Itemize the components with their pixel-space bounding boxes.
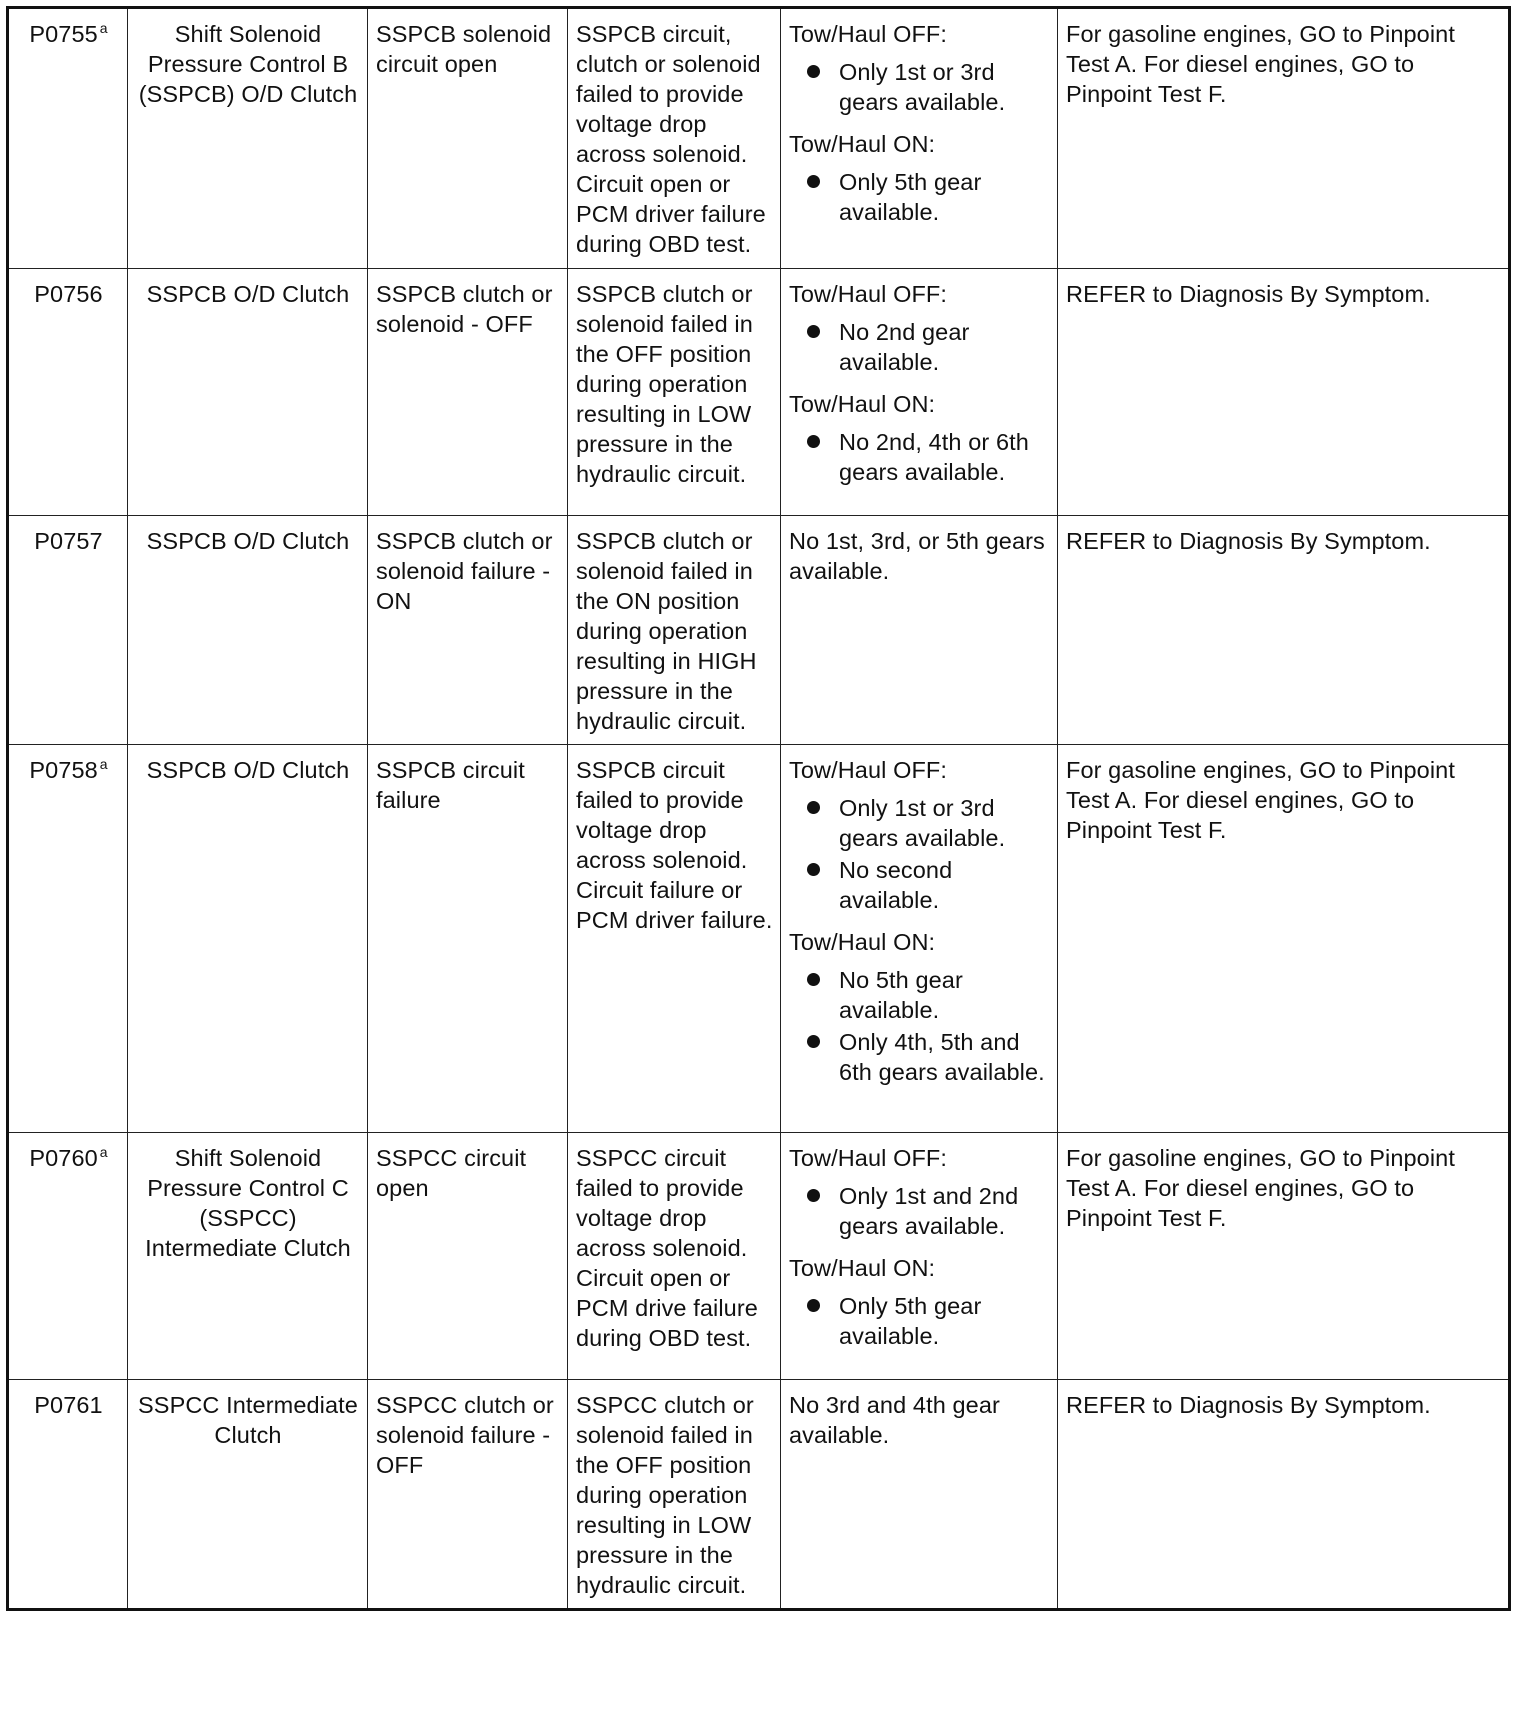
- action-cell: REFER to Diagnosis By Symptom.: [1058, 269, 1510, 516]
- condition-cell: SSPCB circuit failed to provide voltage drop across solenoid. Circuit failure or PCM driver failure.: [568, 745, 781, 1133]
- component-cell: Shift Solenoid Pressure Control B (SSPCB) O/D Clutch: [128, 8, 368, 269]
- symptom-item: No 2nd gear available.: [839, 317, 1050, 377]
- dtc-code: P0756: [34, 281, 103, 307]
- symptom-group: [789, 755, 1050, 915]
- table-row: [8, 745, 1510, 1133]
- dtc-code-cell: [8, 1380, 128, 1610]
- symptom-group-label: Tow/Haul OFF:: [789, 21, 947, 47]
- symptom-item: Only 1st or 3rd gears available.: [839, 793, 1050, 853]
- symptom-list: [789, 1291, 1050, 1351]
- component-cell: SSPCC Intermediate Clutch: [128, 1380, 368, 1610]
- dtc-code-cell: [8, 1133, 128, 1380]
- component-cell: Shift Solenoid Pressure Control C (SSPCC) Intermediate Clutch: [128, 1133, 368, 1380]
- symptom-group: [789, 279, 1050, 377]
- dtc-code: P0760: [29, 1145, 98, 1171]
- dtc-code: P0761: [34, 1392, 103, 1418]
- symptom-cell: [781, 1133, 1058, 1380]
- symptom-item: Only 5th gear available.: [839, 1291, 1050, 1351]
- condition-cell: SSPCC circuit failed to provide voltage drop across solenoid. Circuit open or PCM drive failure during OBD test.: [568, 1133, 781, 1380]
- symptom-item: Only 1st and 2nd gears available.: [839, 1181, 1050, 1241]
- symptom-cell: [781, 516, 1058, 745]
- symptom-group-label: Tow/Haul ON:: [789, 131, 936, 157]
- action-cell: REFER to Diagnosis By Symptom.: [1058, 1380, 1510, 1610]
- symptom-cell: [781, 269, 1058, 516]
- dtc-code: P0757: [34, 528, 103, 554]
- action-cell: For gasoline engines, GO to Pinpoint Test A. For diesel engines, GO to Pinpoint Test F.: [1058, 8, 1510, 269]
- symptom-cell: [781, 8, 1058, 269]
- symptom-group-label: Tow/Haul ON:: [789, 391, 936, 417]
- symptom-group-label: Tow/Haul ON:: [789, 929, 936, 955]
- symptom-item: Only 1st or 3rd gears available.: [839, 57, 1050, 117]
- symptom-item: No 5th gear available.: [839, 965, 1050, 1025]
- description-cell: SSPCB clutch or solenoid - OFF: [368, 269, 568, 516]
- condition-cell: SSPCB clutch or solenoid failed in the OFF position during operation resulting in LOW pressure in the hydraulic circuit.: [568, 269, 781, 516]
- dtc-code: P0758: [29, 757, 98, 783]
- dtc-code: P0755: [29, 21, 98, 47]
- symptom-item: Only 5th gear available.: [839, 167, 1050, 227]
- symptom-list: [789, 167, 1050, 227]
- dtc-table: [6, 6, 1511, 1611]
- symptom-list: [789, 793, 1050, 915]
- action-cell: For gasoline engines, GO to Pinpoint Test A. For diesel engines, GO to Pinpoint Test F.: [1058, 745, 1510, 1133]
- condition-cell: SSPCB clutch or solenoid failed in the ON position during operation resulting in HIGH pressure in the hydraulic circuit.: [568, 516, 781, 745]
- description-cell: SSPCB circuit failure: [368, 745, 568, 1133]
- action-cell: For gasoline engines, GO to Pinpoint Test A. For diesel engines, GO to Pinpoint Test F.: [1058, 1133, 1510, 1380]
- symptom-cell: [781, 745, 1058, 1133]
- table-row: [8, 8, 1510, 269]
- dtc-code-cell: [8, 8, 128, 269]
- symptom-group-label: No 3rd and 4th gear available.: [789, 1392, 1000, 1448]
- condition-cell: SSPCB circuit, clutch or solenoid failed to provide voltage drop across solenoid. Circuit open or PCM driver failure during OBD test.: [568, 8, 781, 269]
- symptom-list: [789, 57, 1050, 117]
- table-row: [8, 1133, 1510, 1380]
- symptom-list: [789, 427, 1050, 487]
- symptom-group: [789, 129, 1050, 227]
- component-cell: SSPCB O/D Clutch: [128, 745, 368, 1133]
- footnote-marker: a: [99, 20, 108, 36]
- symptom-group-label: Tow/Haul OFF:: [789, 1145, 947, 1171]
- component-cell: SSPCB O/D Clutch: [128, 516, 368, 745]
- symptom-item: No second available.: [839, 855, 1050, 915]
- action-cell: REFER to Diagnosis By Symptom.: [1058, 516, 1510, 745]
- symptom-group: [789, 389, 1050, 487]
- symptom-group-label: Tow/Haul OFF:: [789, 281, 947, 307]
- description-cell: SSPCC clutch or solenoid failure - OFF: [368, 1380, 568, 1610]
- table-row: [8, 516, 1510, 745]
- symptom-list: [789, 965, 1050, 1087]
- component-cell: SSPCB O/D Clutch: [128, 269, 368, 516]
- symptom-group-label: No 1st, 3rd, or 5th gears available.: [789, 528, 1045, 584]
- symptom-group: [789, 1143, 1050, 1241]
- symptom-group-label: Tow/Haul ON:: [789, 1255, 936, 1281]
- symptom-group: [789, 1390, 1050, 1450]
- footnote-marker: a: [99, 756, 108, 772]
- description-cell: SSPCC circuit open: [368, 1133, 568, 1380]
- symptom-group: [789, 19, 1050, 117]
- table-row: [8, 269, 1510, 516]
- dtc-table-body: [8, 8, 1510, 1610]
- description-cell: SSPCB solenoid circuit open: [368, 8, 568, 269]
- symptom-list: [789, 317, 1050, 377]
- symptom-cell: [781, 1380, 1058, 1610]
- dtc-code-cell: [8, 269, 128, 516]
- dtc-code-cell: [8, 516, 128, 745]
- condition-cell: SSPCC clutch or solenoid failed in the OFF position during operation resulting in LOW pressure in the hydraulic circuit.: [568, 1380, 781, 1610]
- table-row: [8, 1380, 1510, 1610]
- symptom-group: [789, 927, 1050, 1087]
- symptom-group-label: Tow/Haul OFF:: [789, 757, 947, 783]
- description-cell: SSPCB clutch or solenoid failure - ON: [368, 516, 568, 745]
- symptom-group: [789, 526, 1050, 586]
- footnote-marker: a: [99, 1144, 108, 1160]
- symptom-list: [789, 1181, 1050, 1241]
- symptom-group: [789, 1253, 1050, 1351]
- dtc-code-cell: [8, 745, 128, 1133]
- symptom-item: Only 4th, 5th and 6th gears available.: [839, 1027, 1050, 1087]
- symptom-item: No 2nd, 4th or 6th gears available.: [839, 427, 1050, 487]
